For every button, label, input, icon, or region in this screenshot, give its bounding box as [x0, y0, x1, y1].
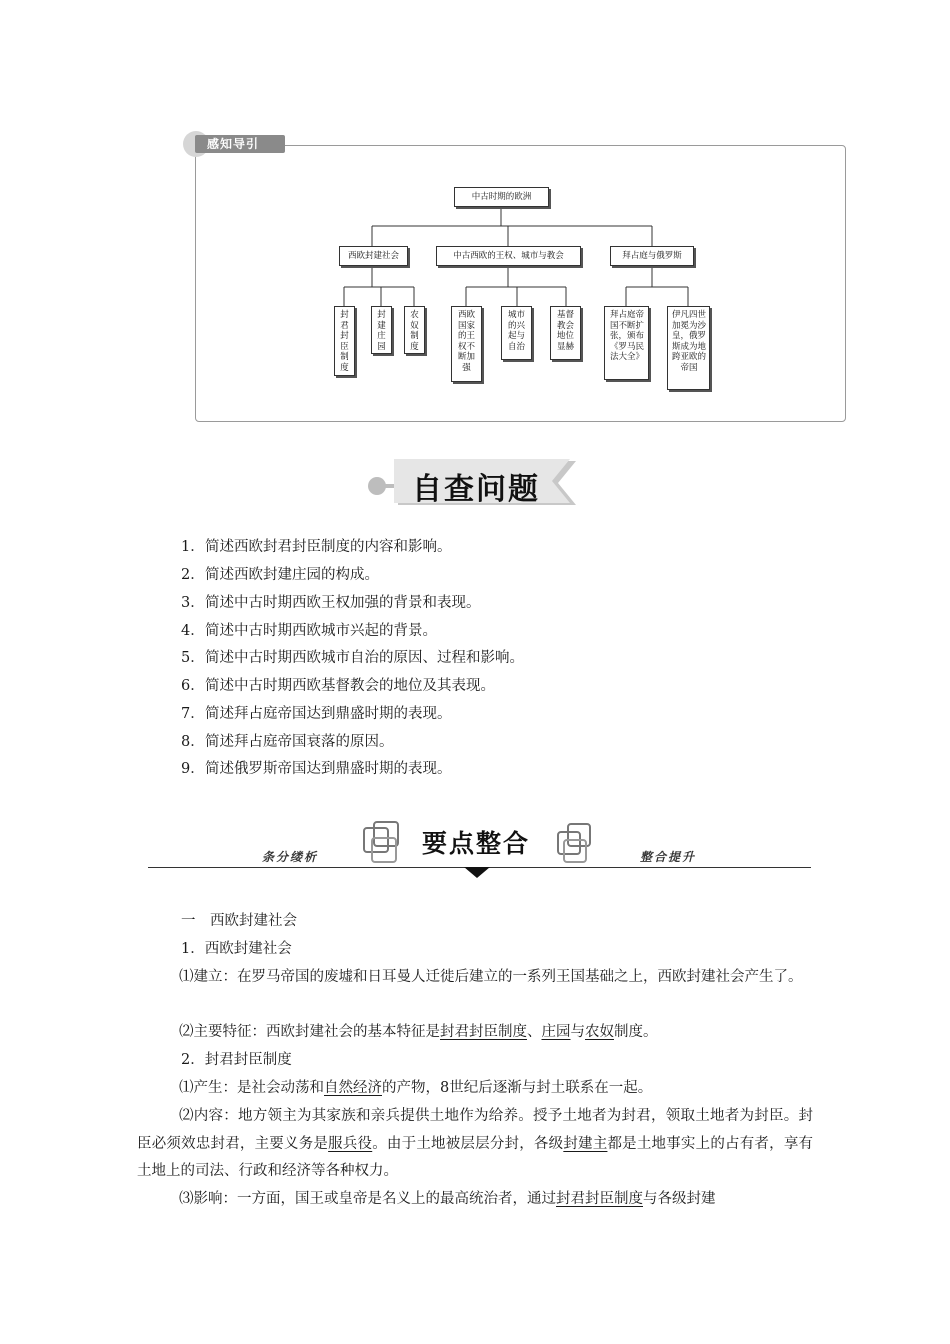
subheading-2: 2．封君封臣制度	[181, 1052, 292, 1068]
self-check-title: 自查问题	[412, 472, 540, 507]
key-points-left-sub: 条分缕析	[262, 850, 319, 864]
question-1: 1．简述西欧封君封臣制度的内容和影响。	[181, 539, 452, 555]
stacked-squares-icon-right	[556, 822, 596, 866]
question-7: 7．简述拜占庭帝国达到鼎盛时期的表现。	[181, 706, 452, 722]
paragraph-content: ⑵内容：地方领主为其家族和亲兵提供土地作为给养。授予土地者为封君，领取土地者为封臣。封臣必须效忠封君，主要义务是服兵役。由于土地被层层分封，各级封建主都是土地事实上的占有者，享有土地上的司法、行政和经济等各种权力。	[137, 1108, 814, 1179]
question-8: 8．简述拜占庭帝国衰落的原因。	[181, 734, 394, 750]
leaf-byzantium: 拜占庭帝国不断扩张，颁布《罗马民法大全》	[604, 306, 649, 380]
paragraph-features: ⑵主要特征：西欧封建社会的基本特征是封君封臣制度、庄园与农奴制度。	[179, 1024, 658, 1040]
leaf-cities: 城市的兴起与自治	[501, 306, 532, 360]
paragraph-establishment: ⑴建立：在罗马帝国的废墟和日耳曼人迁徙后建立的一系列王国基础之上，西欧封建社会产生了。	[179, 969, 803, 985]
stacked-squares-icon	[362, 820, 404, 866]
question-4: 4．简述中古时期西欧城市兴起的背景。	[181, 623, 437, 639]
leaf-manor: 封建庄园	[371, 306, 392, 354]
question-6: 6．简述中古时期西欧基督教会的地位及其表现。	[181, 678, 495, 694]
paragraph-origin: ⑴产生：是社会动荡和自然经济的产物，8世纪后逐渐与封土联系在一起。	[179, 1080, 653, 1096]
question-2: 2．简述西欧封建庄园的构成。	[181, 567, 379, 583]
leaf-serfdom: 农奴制度	[404, 306, 425, 354]
question-9: 9．简述俄罗斯帝国达到鼎盛时期的表现。	[181, 761, 452, 777]
question-3: 3．简述中古时期西欧王权加强的背景和表现。	[181, 595, 481, 611]
section-heading: 一 西欧封建社会	[181, 913, 297, 929]
tree-node-feudal: 西欧封建社会	[339, 246, 408, 266]
tree-node-kingship: 中古西欧的王权、城市与教会	[436, 246, 581, 266]
leaf-russia: 伊凡四世加冕为沙皇，俄罗斯成为地跨亚欧的帝国	[667, 306, 710, 390]
subheading-1: 1．西欧封建社会	[181, 941, 292, 957]
leaf-church: 基督教会地位显赫	[550, 306, 581, 360]
tree-root: 中古时期的欧洲	[454, 187, 549, 207]
key-points-title: 要点整合	[422, 829, 531, 858]
key-points-right-sub: 整合提升	[640, 850, 697, 864]
leaf-vassalage: 封君封臣制度	[334, 306, 355, 376]
guide-tab-label: 感知导引	[207, 137, 260, 151]
down-triangle-icon	[464, 867, 490, 879]
leaf-kingship: 西欧国家的王权不断加强	[451, 306, 482, 382]
question-5: 5．简述中古时期西欧城市自治的原因、过程和影响。	[181, 650, 524, 666]
paragraph-impact: ⑶影响：一方面，国王或皇帝是名义上的最高统治者，通过封君封臣制度与各级封建	[179, 1191, 716, 1207]
tree-node-byzantium: 拜占庭与俄罗斯	[610, 246, 694, 266]
